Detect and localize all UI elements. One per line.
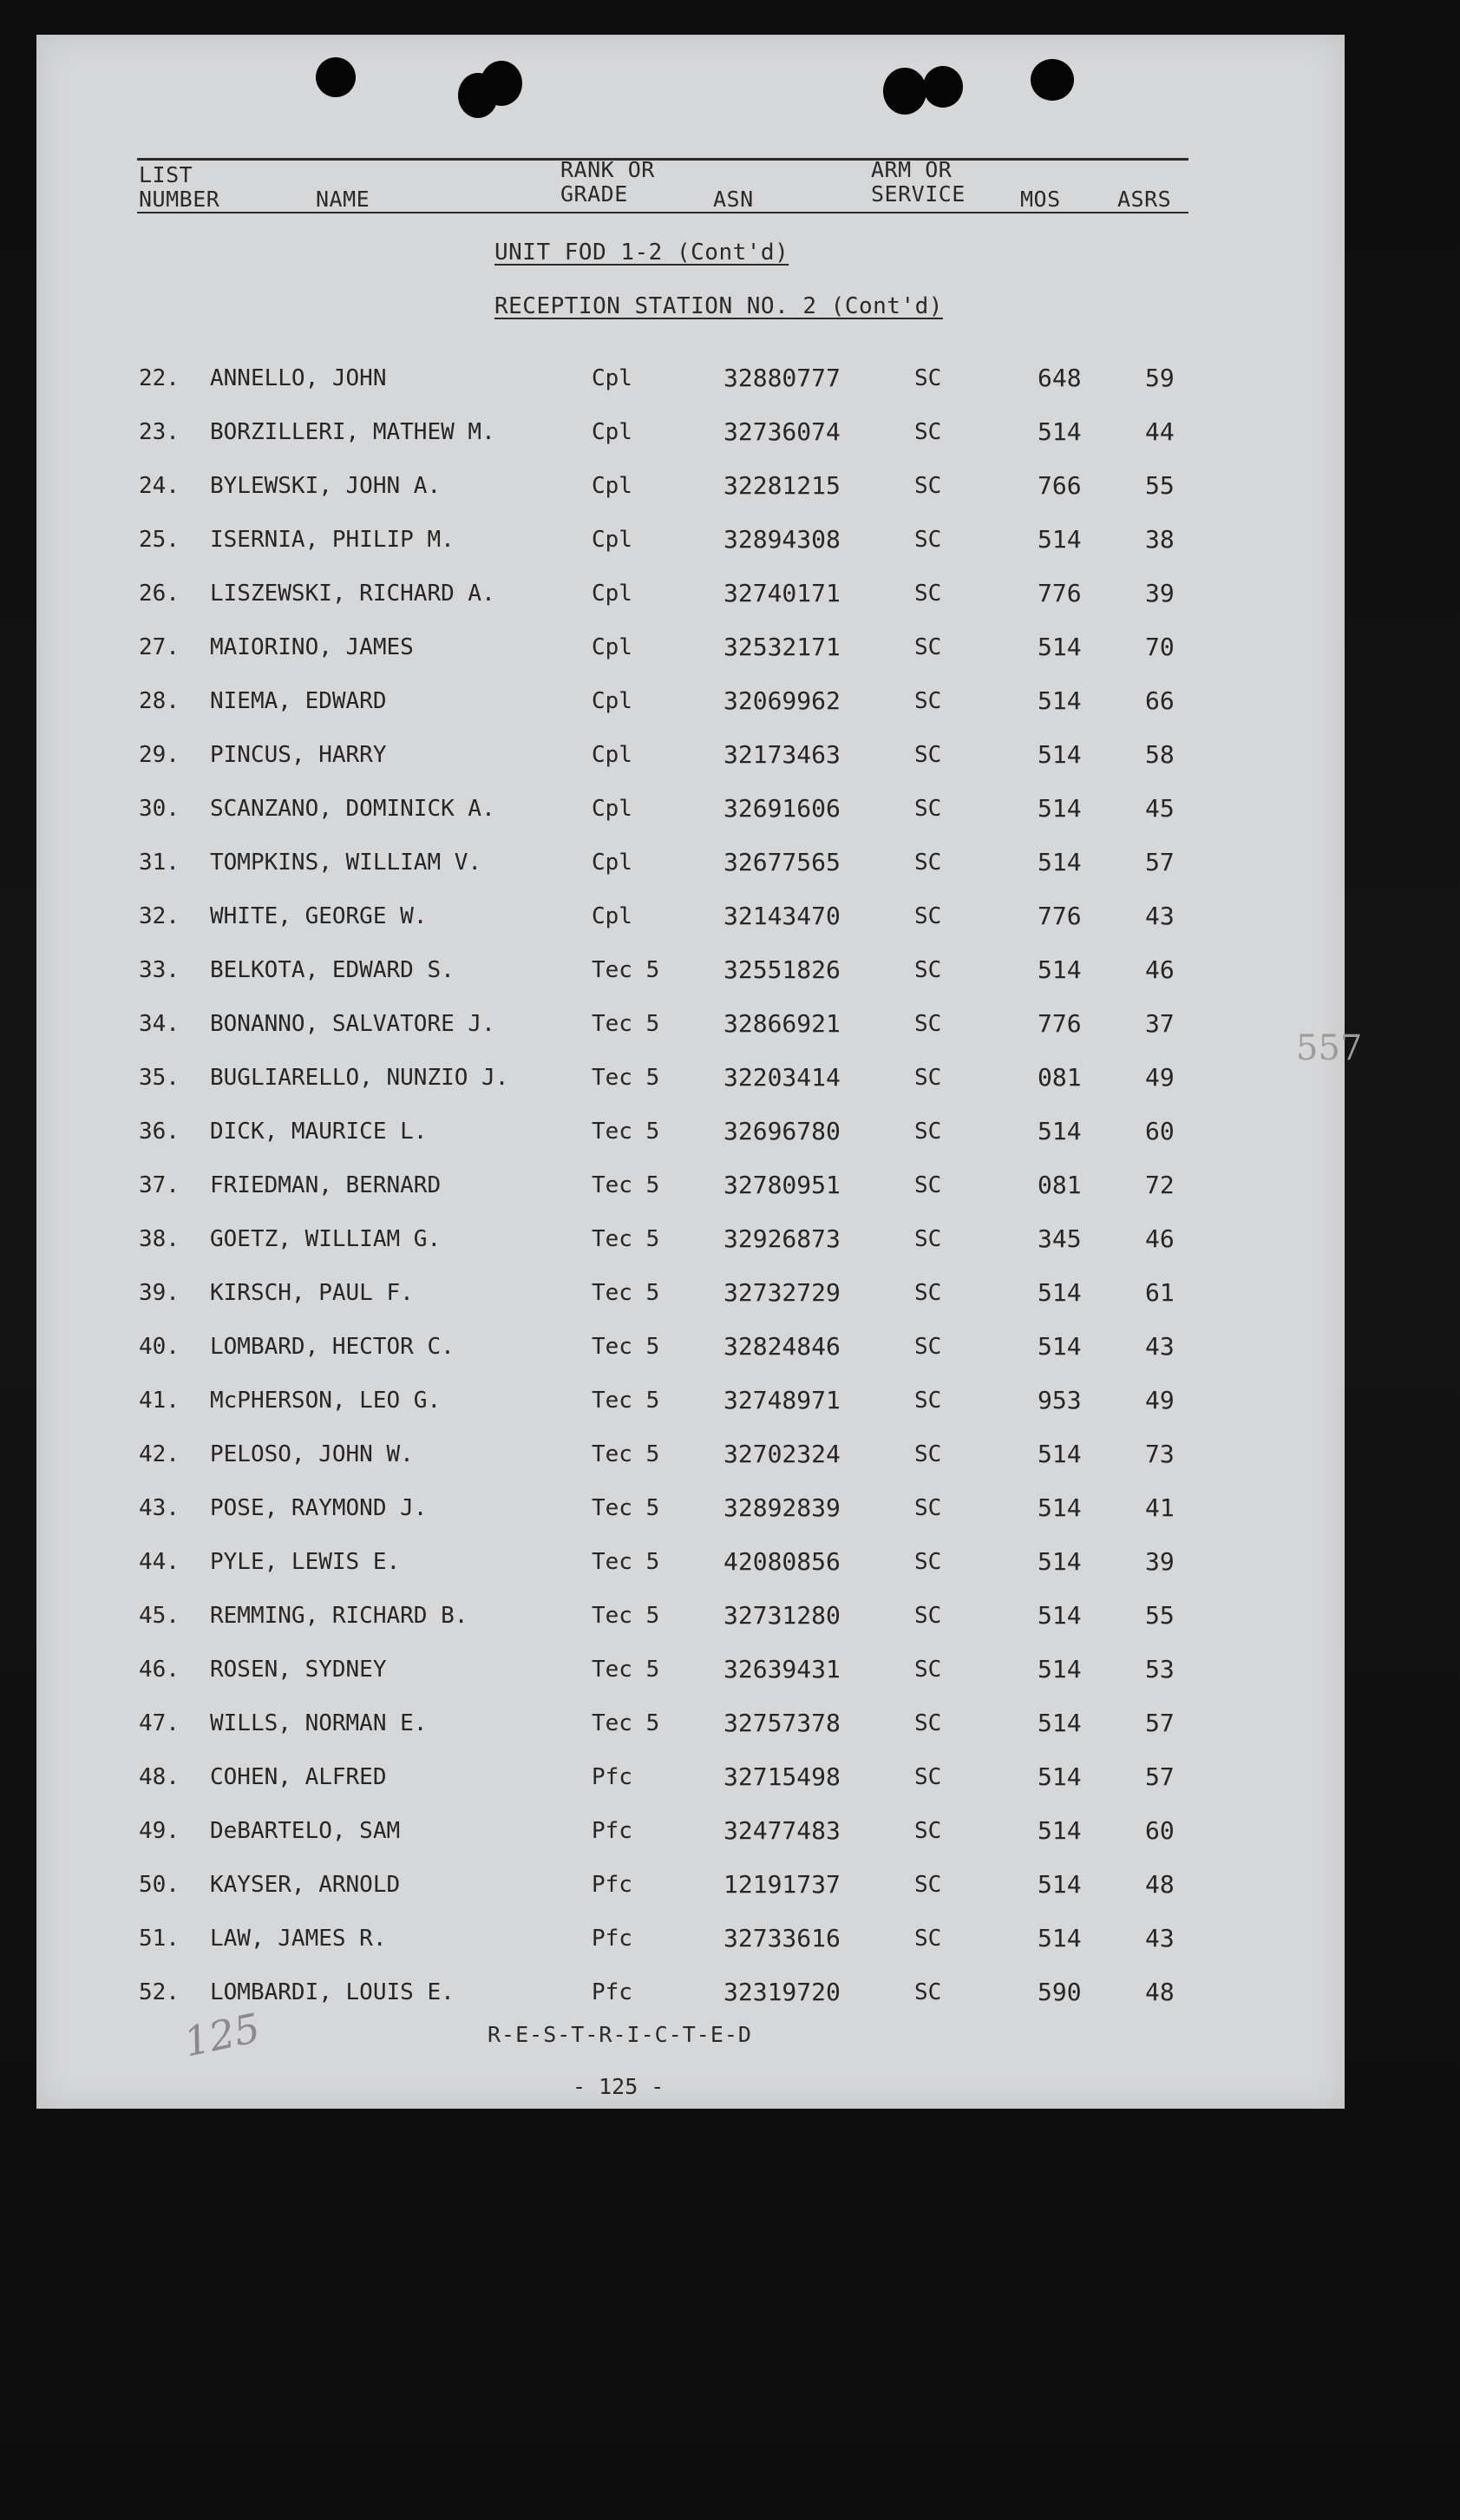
cell-rank-grade: Tec 5 xyxy=(592,1603,660,1629)
cell-asn: 32866921 xyxy=(723,1009,841,1038)
cell-asn: 32715498 xyxy=(723,1762,841,1791)
cell-asn: 32702324 xyxy=(723,1440,841,1468)
cell-soldier-name: ISERNIA, PHILIP M. xyxy=(210,527,455,553)
cell-arm-service: SC xyxy=(914,850,942,876)
table-row xyxy=(36,1276,1268,1310)
cell-list-number: 33. xyxy=(139,957,180,983)
cell-list-number: 42. xyxy=(139,1441,180,1467)
cell-soldier-name: LOMBARD, HECTOR C. xyxy=(210,1334,455,1360)
table-row xyxy=(36,738,1268,772)
table-row xyxy=(36,1652,1268,1687)
cell-rank-grade: Tec 5 xyxy=(592,1065,660,1091)
cell-rank-grade: Tec 5 xyxy=(592,1226,660,1252)
cell-soldier-name: BUGLIARELLO, NUNZIO J. xyxy=(210,1065,509,1091)
cell-list-number: 47. xyxy=(139,1710,180,1736)
cell-soldier-name: ANNELLO, JOHN xyxy=(210,365,387,391)
cell-list-number: 49. xyxy=(139,1818,180,1844)
cell-mos: 648 xyxy=(1038,364,1082,392)
cell-rank-grade: Cpl xyxy=(592,419,632,445)
cell-asn: 32892839 xyxy=(723,1493,841,1522)
cell-arm-service: SC xyxy=(914,1119,942,1145)
header-asn: ASN xyxy=(713,187,754,212)
cell-arm-service: SC xyxy=(914,419,942,445)
cell-arm-service: SC xyxy=(914,1818,942,1844)
table-row xyxy=(36,630,1268,665)
cell-soldier-name: KIRSCH, PAUL F. xyxy=(210,1280,414,1306)
cell-rank-grade: Cpl xyxy=(592,473,632,499)
cell-arm-service: SC xyxy=(914,1710,942,1736)
cell-asrs: 66 xyxy=(1145,686,1175,715)
cell-arm-service: SC xyxy=(914,742,942,768)
table-row xyxy=(36,522,1268,557)
cell-mos: 776 xyxy=(1038,1009,1082,1038)
cell-arm-service: SC xyxy=(914,957,942,983)
cell-mos: 514 xyxy=(1038,1655,1082,1683)
table-row xyxy=(36,361,1268,396)
cell-arm-service: SC xyxy=(914,634,942,660)
cell-asn: 32740171 xyxy=(723,579,841,607)
cell-mos: 514 xyxy=(1038,525,1082,554)
cell-list-number: 22. xyxy=(139,365,180,391)
cell-asrs: 48 xyxy=(1145,1870,1175,1899)
cell-asrs: 60 xyxy=(1145,1117,1175,1145)
cell-list-number: 43. xyxy=(139,1495,180,1521)
cell-list-number: 31. xyxy=(139,850,180,876)
cell-asn: 32780951 xyxy=(723,1171,841,1199)
cell-asrs: 60 xyxy=(1145,1816,1175,1845)
cell-asrs: 61 xyxy=(1145,1278,1175,1307)
cell-arm-service: SC xyxy=(914,1011,942,1037)
cell-asn: 32733616 xyxy=(723,1924,841,1952)
cell-rank-grade: Tec 5 xyxy=(592,1280,660,1306)
table-row xyxy=(36,1706,1268,1741)
cell-soldier-name: FRIEDMAN, BERNARD xyxy=(210,1172,442,1198)
station-title: RECEPTION STATION NO. 2 (Cont'd) xyxy=(494,293,943,319)
table-row xyxy=(36,1598,1268,1633)
cell-list-number: 23. xyxy=(139,419,180,445)
header-rank-label: RANK OR xyxy=(560,157,655,182)
cell-soldier-name: DeBARTELO, SAM xyxy=(210,1818,401,1844)
cell-asrs: 53 xyxy=(1145,1655,1175,1683)
cell-asrs: 59 xyxy=(1145,364,1175,392)
cell-list-number: 27. xyxy=(139,634,180,660)
punch-hole xyxy=(316,57,356,97)
cell-mos: 514 xyxy=(1038,848,1082,876)
cell-soldier-name: TOMPKINS, WILLIAM V. xyxy=(210,850,482,876)
cell-arm-service: SC xyxy=(914,903,942,929)
cell-asn: 32731280 xyxy=(723,1601,841,1630)
cell-mos: 514 xyxy=(1038,417,1082,446)
cell-rank-grade: Tec 5 xyxy=(592,1441,660,1467)
cell-list-number: 51. xyxy=(139,1926,180,1952)
table-row xyxy=(36,684,1268,719)
cell-list-number: 25. xyxy=(139,527,180,553)
cell-list-number: 30. xyxy=(139,796,180,822)
cell-list-number: 35. xyxy=(139,1065,180,1091)
cell-mos: 514 xyxy=(1038,1547,1082,1576)
header-list-label: LIST xyxy=(139,162,193,187)
cell-rank-grade: Tec 5 xyxy=(592,957,660,983)
cell-soldier-name: POSE, RAYMOND J. xyxy=(210,1495,428,1521)
cell-soldier-name: DICK, MAURICE L. xyxy=(210,1119,428,1145)
cell-mos: 590 xyxy=(1038,1978,1082,2006)
table-row xyxy=(36,1437,1268,1472)
cell-list-number: 44. xyxy=(139,1549,180,1575)
cell-mos: 081 xyxy=(1038,1171,1082,1199)
cell-mos: 514 xyxy=(1038,1709,1082,1737)
table-row xyxy=(36,415,1268,450)
cell-arm-service: SC xyxy=(914,1280,942,1306)
cell-rank-grade: Tec 5 xyxy=(592,1657,660,1683)
cell-soldier-name: GOETZ, WILLIAM G. xyxy=(210,1226,442,1252)
cell-soldier-name: REMMING, RICHARD B. xyxy=(210,1603,468,1629)
cell-arm-service: SC xyxy=(914,1657,942,1683)
cell-asrs: 43 xyxy=(1145,902,1175,930)
cell-arm-service: SC xyxy=(914,1872,942,1898)
cell-asn: 32880777 xyxy=(723,364,841,392)
cell-mos: 514 xyxy=(1038,794,1082,823)
cell-asrs: 49 xyxy=(1145,1386,1175,1414)
cell-list-number: 38. xyxy=(139,1226,180,1252)
header-name: NAME xyxy=(316,187,370,212)
cell-asn: 32639431 xyxy=(723,1655,841,1683)
cell-arm-service: SC xyxy=(914,1441,942,1467)
table-row xyxy=(36,1222,1268,1257)
cell-soldier-name: NIEMA, EDWARD xyxy=(210,688,387,714)
cell-mos: 514 xyxy=(1038,1816,1082,1845)
cell-soldier-name: ROSEN, SYDNEY xyxy=(210,1657,387,1683)
table-row xyxy=(36,1491,1268,1526)
cell-asn: 32757378 xyxy=(723,1709,841,1737)
header-list-number xyxy=(139,163,219,212)
cell-asn: 42080856 xyxy=(723,1547,841,1576)
table-row xyxy=(36,1921,1268,1956)
cell-rank-grade: Cpl xyxy=(592,688,632,714)
cell-asrs: 49 xyxy=(1145,1063,1175,1092)
cell-asrs: 55 xyxy=(1145,1601,1175,1630)
cell-mos: 514 xyxy=(1038,1762,1082,1791)
cell-mos: 514 xyxy=(1038,1440,1082,1468)
cell-arm-service: SC xyxy=(914,527,942,553)
cell-rank-grade: Tec 5 xyxy=(592,1388,660,1414)
cell-list-number: 34. xyxy=(139,1011,180,1037)
cell-asrs: 70 xyxy=(1145,633,1175,661)
cell-mos: 514 xyxy=(1038,955,1082,984)
cell-arm-service: SC xyxy=(914,365,942,391)
cell-mos: 514 xyxy=(1038,686,1082,715)
cell-soldier-name: LISZEWSKI, RICHARD A. xyxy=(210,581,495,607)
cell-rank-grade: Cpl xyxy=(592,581,632,607)
cell-rank-grade: Pfc xyxy=(592,1926,632,1952)
cell-rank-grade: Cpl xyxy=(592,365,632,391)
table-row xyxy=(36,1060,1268,1095)
cell-list-number: 46. xyxy=(139,1657,180,1683)
cell-rank-grade: Cpl xyxy=(592,903,632,929)
cell-soldier-name: WILLS, NORMAN E. xyxy=(210,1710,428,1736)
cell-asrs: 58 xyxy=(1145,740,1175,769)
cell-soldier-name: McPHERSON, LEO G. xyxy=(210,1388,442,1414)
restricted-label: R-E-S-T-R-I-C-T-E-D xyxy=(488,2022,752,2047)
cell-mos: 953 xyxy=(1038,1386,1082,1414)
cell-asrs: 43 xyxy=(1145,1332,1175,1361)
header-grade-label: GRADE xyxy=(560,181,628,207)
cell-asn: 32824846 xyxy=(723,1332,841,1361)
table-row xyxy=(36,953,1268,988)
cell-asn: 32281215 xyxy=(723,471,841,500)
cell-asrs: 44 xyxy=(1145,417,1175,446)
cell-mos: 345 xyxy=(1038,1224,1082,1253)
cell-asrs: 57 xyxy=(1145,848,1175,876)
table-row xyxy=(36,899,1268,934)
cell-mos: 514 xyxy=(1038,1117,1082,1145)
table-row xyxy=(36,1867,1268,1902)
cell-mos: 776 xyxy=(1038,579,1082,607)
cell-rank-grade: Cpl xyxy=(592,742,632,768)
cell-soldier-name: SCANZANO, DOMINICK A. xyxy=(210,796,495,822)
cell-arm-service: SC xyxy=(914,1549,942,1575)
header-mos: MOS xyxy=(1020,187,1061,212)
cell-list-number: 52. xyxy=(139,1979,180,2005)
cell-mos: 514 xyxy=(1038,1332,1082,1361)
cell-list-number: 40. xyxy=(139,1334,180,1360)
cell-asn: 32696780 xyxy=(723,1117,841,1145)
cell-rank-grade: Tec 5 xyxy=(592,1710,660,1736)
cell-asn: 32203414 xyxy=(723,1063,841,1092)
table-row xyxy=(36,1383,1268,1418)
document-page xyxy=(36,35,1363,2109)
header-rank-or-grade xyxy=(560,158,655,207)
cell-arm-service: SC xyxy=(914,1388,942,1414)
cell-rank-grade: Tec 5 xyxy=(592,1549,660,1575)
cell-list-number: 28. xyxy=(139,688,180,714)
cell-soldier-name: COHEN, ALFRED xyxy=(210,1764,387,1790)
cell-asrs: 73 xyxy=(1145,1440,1175,1468)
cell-asrs: 57 xyxy=(1145,1709,1175,1737)
cell-list-number: 50. xyxy=(139,1872,180,1898)
cell-soldier-name: LOMBARDI, LOUIS E. xyxy=(210,1979,455,2005)
cell-arm-service: SC xyxy=(914,1495,942,1521)
cell-mos: 081 xyxy=(1038,1063,1082,1092)
cell-arm-service: SC xyxy=(914,688,942,714)
cell-asn: 32477483 xyxy=(723,1816,841,1845)
cell-rank-grade: Tec 5 xyxy=(592,1495,660,1521)
cell-asn: 32551826 xyxy=(723,955,841,984)
cell-rank-grade: Cpl xyxy=(592,850,632,876)
cell-arm-service: SC xyxy=(914,581,942,607)
cell-asrs: 39 xyxy=(1145,1547,1175,1576)
table-row xyxy=(36,576,1268,611)
cell-list-number: 48. xyxy=(139,1764,180,1790)
cell-asn: 32926873 xyxy=(723,1224,841,1253)
cell-asn: 32736074 xyxy=(723,417,841,446)
header-arm-label: ARM OR xyxy=(871,157,953,182)
cell-soldier-name: BONANNO, SALVATORE J. xyxy=(210,1011,495,1037)
cell-asn: 32319720 xyxy=(723,1978,841,2006)
cell-list-number: 45. xyxy=(139,1603,180,1629)
cell-arm-service: SC xyxy=(914,1334,942,1360)
cell-rank-grade: Pfc xyxy=(592,1979,632,2005)
cell-rank-grade: Cpl xyxy=(592,527,632,553)
unit-title: UNIT FOD 1-2 (Cont'd) xyxy=(494,240,789,266)
cell-soldier-name: KAYSER, ARNOLD xyxy=(210,1872,401,1898)
punch-hole xyxy=(923,66,963,108)
handwritten-number: 125 xyxy=(180,2004,265,2066)
cell-arm-service: SC xyxy=(914,1764,942,1790)
cell-asn: 12191737 xyxy=(723,1870,841,1899)
cell-arm-service: SC xyxy=(914,1065,942,1091)
cell-asn: 32143470 xyxy=(723,902,841,930)
cell-rank-grade: Tec 5 xyxy=(592,1334,660,1360)
cell-asn: 32532171 xyxy=(723,633,841,661)
cell-soldier-name: PYLE, LEWIS E. xyxy=(210,1549,401,1575)
cell-mos: 514 xyxy=(1038,740,1082,769)
cell-asrs: 41 xyxy=(1145,1493,1175,1522)
punch-hole xyxy=(1031,59,1074,101)
cell-rank-grade: Pfc xyxy=(592,1872,632,1898)
cell-arm-service: SC xyxy=(914,1172,942,1198)
cell-list-number: 29. xyxy=(139,742,180,768)
cell-rank-grade: Cpl xyxy=(592,796,632,822)
cell-list-number: 32. xyxy=(139,903,180,929)
cell-asn: 32894308 xyxy=(723,525,841,554)
cell-asrs: 48 xyxy=(1145,1978,1175,2006)
cell-soldier-name: WHITE, GEORGE W. xyxy=(210,903,428,929)
cell-asrs: 46 xyxy=(1145,955,1175,984)
cell-rank-grade: Pfc xyxy=(592,1764,632,1790)
cell-asn: 32069962 xyxy=(723,686,841,715)
table-row xyxy=(36,1814,1268,1848)
cell-soldier-name: MAIORINO, JAMES xyxy=(210,634,414,660)
table-row xyxy=(36,1975,1268,2010)
cell-mos: 514 xyxy=(1038,1493,1082,1522)
cell-arm-service: SC xyxy=(914,1226,942,1252)
table-row xyxy=(36,1114,1268,1149)
cell-mos: 514 xyxy=(1038,1924,1082,1952)
table-row xyxy=(36,845,1268,880)
punch-hole xyxy=(481,61,522,106)
cell-list-number: 24. xyxy=(139,473,180,499)
cell-rank-grade: Tec 5 xyxy=(592,1172,660,1198)
cell-mos: 514 xyxy=(1038,1870,1082,1899)
punch-hole xyxy=(883,68,926,115)
cell-arm-service: SC xyxy=(914,1979,942,2005)
cell-arm-service: SC xyxy=(914,796,942,822)
cell-arm-service: SC xyxy=(914,473,942,499)
cell-asrs: 39 xyxy=(1145,579,1175,607)
cell-soldier-name: BORZILLERI, MATHEW M. xyxy=(210,419,495,445)
cell-asrs: 57 xyxy=(1145,1762,1175,1791)
cell-asrs: 72 xyxy=(1145,1171,1175,1199)
cell-asn: 32677565 xyxy=(723,848,841,876)
cell-mos: 514 xyxy=(1038,1278,1082,1307)
cell-asn: 32173463 xyxy=(723,740,841,769)
cell-soldier-name: BYLEWSKI, JOHN A. xyxy=(210,473,442,499)
margin-stamp: 557 xyxy=(1296,1028,1363,1068)
cell-soldier-name: LAW, JAMES R. xyxy=(210,1926,387,1952)
cell-arm-service: SC xyxy=(914,1603,942,1629)
cell-asn: 32732729 xyxy=(723,1278,841,1307)
cell-asrs: 55 xyxy=(1145,471,1175,500)
cell-list-number: 41. xyxy=(139,1388,180,1414)
cell-asrs: 38 xyxy=(1145,525,1175,554)
table-row xyxy=(36,1007,1268,1041)
cell-list-number: 37. xyxy=(139,1172,180,1198)
cell-asn: 32748971 xyxy=(723,1386,841,1414)
cell-soldier-name: PINCUS, HARRY xyxy=(210,742,387,768)
header-top-rule xyxy=(137,158,1188,161)
cell-asrs: 37 xyxy=(1145,1009,1175,1038)
cell-list-number: 36. xyxy=(139,1119,180,1145)
cell-mos: 514 xyxy=(1038,633,1082,661)
cell-rank-grade: Pfc xyxy=(592,1818,632,1844)
cell-soldier-name: BELKOTA, EDWARD S. xyxy=(210,957,455,983)
header-bottom-rule xyxy=(137,212,1188,213)
cell-mos: 766 xyxy=(1038,471,1082,500)
table-row xyxy=(36,1329,1268,1364)
cell-rank-grade: Tec 5 xyxy=(592,1119,660,1145)
table-row xyxy=(36,469,1268,503)
cell-arm-service: SC xyxy=(914,1926,942,1952)
header-number-label: NUMBER xyxy=(139,187,220,212)
table-row xyxy=(36,1168,1268,1203)
cell-asrs: 45 xyxy=(1145,794,1175,823)
cell-list-number: 39. xyxy=(139,1280,180,1306)
cell-list-number: 26. xyxy=(139,581,180,607)
header-service-label: SERVICE xyxy=(871,181,966,207)
table-row xyxy=(36,1545,1268,1579)
table-row xyxy=(36,791,1268,826)
cell-mos: 776 xyxy=(1038,902,1082,930)
cell-rank-grade: Cpl xyxy=(592,634,632,660)
header-asrs: ASRS xyxy=(1117,187,1172,212)
cell-rank-grade: Tec 5 xyxy=(592,1011,660,1037)
cell-soldier-name: PELOSO, JOHN W. xyxy=(210,1441,414,1467)
cell-mos: 514 xyxy=(1038,1601,1082,1630)
cell-asn: 32691606 xyxy=(723,794,841,823)
cell-asrs: 43 xyxy=(1145,1924,1175,1952)
table-row xyxy=(36,1760,1268,1795)
cell-asrs: 46 xyxy=(1145,1224,1175,1253)
header-arm-or-service xyxy=(871,158,966,207)
page-number: - 125 - xyxy=(573,2074,665,2099)
